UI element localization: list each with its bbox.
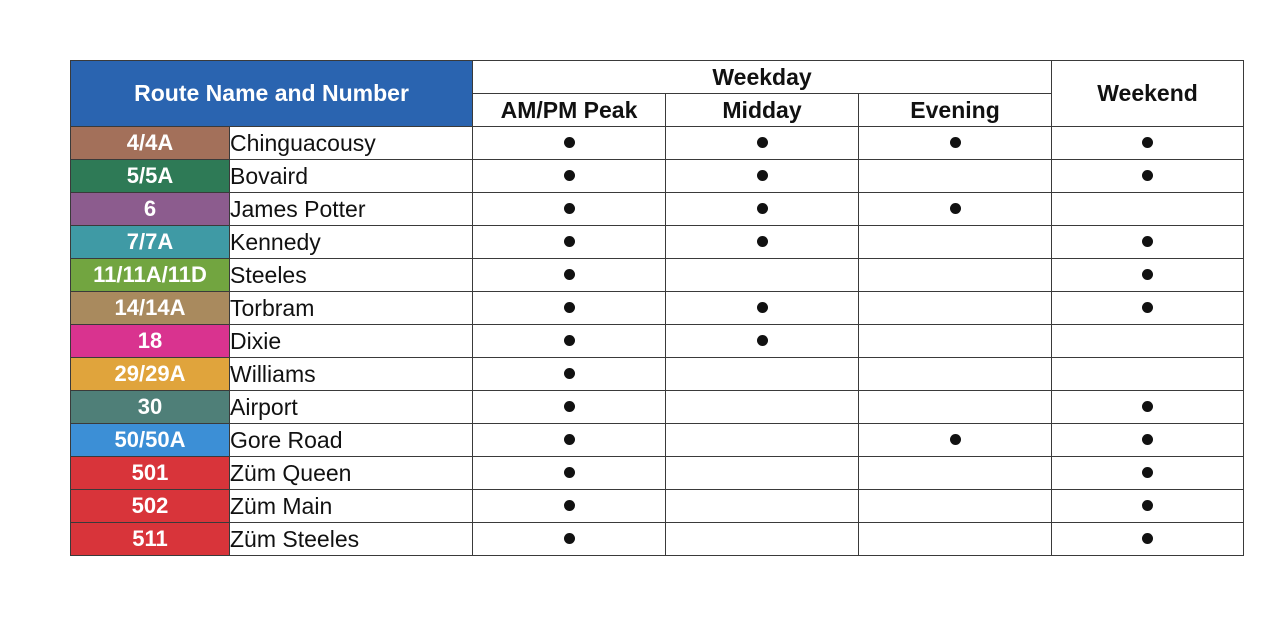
- service-dot-icon: [564, 368, 575, 379]
- evening-cell: [859, 424, 1052, 457]
- route-number-badge: 29/29A: [71, 358, 230, 391]
- service-dot-icon: [950, 434, 961, 445]
- evening-cell: [859, 226, 1052, 259]
- route-number-badge: 7/7A: [71, 226, 230, 259]
- service-dot-icon: [564, 203, 575, 214]
- service-dot-icon: [564, 269, 575, 280]
- route-number-badge: 5/5A: [71, 160, 230, 193]
- weekend-cell: [1052, 424, 1244, 457]
- evening-cell: [859, 391, 1052, 424]
- service-dot-icon: [1142, 434, 1153, 445]
- am-pm-peak-cell: [473, 325, 666, 358]
- am-pm-peak-cell: [473, 292, 666, 325]
- evening-cell: [859, 259, 1052, 292]
- midday-cell: [666, 490, 859, 523]
- service-dot-icon: [757, 236, 768, 247]
- am-pm-peak-cell: [473, 424, 666, 457]
- service-dot-icon: [564, 467, 575, 478]
- service-dot-icon: [950, 203, 961, 214]
- route-name: Gore Road: [230, 424, 473, 457]
- route-service-table: [70, 60, 1244, 556]
- route-number-badge: 11/11A/11D: [71, 259, 230, 292]
- route-number-badge: 502: [71, 490, 230, 523]
- am-pm-peak-cell: [473, 127, 666, 160]
- evening-cell: [859, 160, 1052, 193]
- route-number-badge: 511: [71, 523, 230, 556]
- am-pm-peak-cell: [473, 490, 666, 523]
- service-dot-icon: [564, 434, 575, 445]
- evening-cell: [859, 193, 1052, 226]
- weekday-header: Weekday: [473, 61, 1052, 94]
- route-name: James Potter: [230, 193, 473, 226]
- route-name: Züm Steeles: [230, 523, 473, 556]
- route-number-badge: 501: [71, 457, 230, 490]
- evening-cell: [859, 358, 1052, 391]
- route-name: Steeles: [230, 259, 473, 292]
- route-number-badge: 4/4A: [71, 127, 230, 160]
- service-dot-icon: [1142, 467, 1153, 478]
- route-number-badge: 14/14A: [71, 292, 230, 325]
- service-dot-icon: [564, 401, 575, 412]
- evening-cell: [859, 292, 1052, 325]
- table-row: [71, 457, 1244, 490]
- service-dot-icon: [564, 170, 575, 181]
- midday-header: Midday: [666, 94, 859, 127]
- service-dot-icon: [757, 302, 768, 313]
- evening-cell: [859, 490, 1052, 523]
- midday-cell: [666, 523, 859, 556]
- service-dot-icon: [757, 203, 768, 214]
- service-dot-icon: [1142, 170, 1153, 181]
- service-dot-icon: [564, 533, 575, 544]
- evening-header: Evening: [859, 94, 1052, 127]
- route-number-badge: 50/50A: [71, 424, 230, 457]
- route-name: Airport: [230, 391, 473, 424]
- route-name: Züm Main: [230, 490, 473, 523]
- am-pm-peak-cell: [473, 391, 666, 424]
- table-row: [71, 193, 1244, 226]
- service-dot-icon: [950, 137, 961, 148]
- service-dot-icon: [1142, 269, 1153, 280]
- am-pm-peak-cell: [473, 523, 666, 556]
- route-name: Züm Queen: [230, 457, 473, 490]
- service-dot-icon: [757, 170, 768, 181]
- table-row: [71, 127, 1244, 160]
- weekend-cell: [1052, 391, 1244, 424]
- table-row: [71, 490, 1244, 523]
- table-row: [71, 259, 1244, 292]
- midday-cell: [666, 325, 859, 358]
- route-number-badge: 18: [71, 325, 230, 358]
- route-name: Chinguacousy: [230, 127, 473, 160]
- service-dot-icon: [1142, 401, 1153, 412]
- table-row: [71, 292, 1244, 325]
- service-dot-icon: [564, 500, 575, 511]
- service-dot-icon: [757, 335, 768, 346]
- service-dot-icon: [564, 335, 575, 346]
- route-name: Williams: [230, 358, 473, 391]
- midday-cell: [666, 226, 859, 259]
- am-pm-peak-cell: [473, 358, 666, 391]
- route-number-badge: 30: [71, 391, 230, 424]
- service-dot-icon: [1142, 500, 1153, 511]
- weekend-cell: [1052, 226, 1244, 259]
- table-row: [71, 391, 1244, 424]
- table-row: [71, 358, 1244, 391]
- service-dot-icon: [1142, 533, 1153, 544]
- route-name: Bovaird: [230, 160, 473, 193]
- service-dot-icon: [564, 302, 575, 313]
- table-row: [71, 160, 1244, 193]
- weekend-cell: [1052, 160, 1244, 193]
- am-pm-peak-cell: [473, 160, 666, 193]
- service-dot-icon: [1142, 236, 1153, 247]
- weekend-cell: [1052, 193, 1244, 226]
- service-dot-icon: [564, 236, 575, 247]
- midday-cell: [666, 193, 859, 226]
- table-row: [71, 325, 1244, 358]
- route-name: Dixie: [230, 325, 473, 358]
- route-name: Torbram: [230, 292, 473, 325]
- midday-cell: [666, 391, 859, 424]
- am-pm-peak-header: AM/PM Peak: [473, 94, 666, 127]
- midday-cell: [666, 358, 859, 391]
- route-number-badge: 6: [71, 193, 230, 226]
- weekend-cell: [1052, 457, 1244, 490]
- evening-cell: [859, 523, 1052, 556]
- midday-cell: [666, 292, 859, 325]
- weekend-cell: [1052, 259, 1244, 292]
- midday-cell: [666, 457, 859, 490]
- route-rows: [71, 127, 1244, 556]
- weekend-cell: [1052, 358, 1244, 391]
- evening-cell: [859, 127, 1052, 160]
- evening-cell: [859, 325, 1052, 358]
- table-row: [71, 523, 1244, 556]
- weekend-cell: [1052, 490, 1244, 523]
- table-row: [71, 226, 1244, 259]
- midday-cell: [666, 424, 859, 457]
- weekend-cell: [1052, 325, 1244, 358]
- table-row: [71, 424, 1244, 457]
- service-dot-icon: [757, 137, 768, 148]
- evening-cell: [859, 457, 1052, 490]
- am-pm-peak-cell: [473, 457, 666, 490]
- route-name: Kennedy: [230, 226, 473, 259]
- am-pm-peak-cell: [473, 259, 666, 292]
- weekend-cell: [1052, 127, 1244, 160]
- weekend-cell: [1052, 523, 1244, 556]
- service-dot-icon: [564, 137, 575, 148]
- am-pm-peak-cell: [473, 193, 666, 226]
- midday-cell: [666, 259, 859, 292]
- service-dot-icon: [1142, 137, 1153, 148]
- weekend-cell: [1052, 292, 1244, 325]
- route-header: Route Name and Number: [71, 61, 473, 127]
- am-pm-peak-cell: [473, 226, 666, 259]
- weekend-header: Weekend: [1052, 61, 1244, 127]
- midday-cell: [666, 160, 859, 193]
- midday-cell: [666, 127, 859, 160]
- service-dot-icon: [1142, 302, 1153, 313]
